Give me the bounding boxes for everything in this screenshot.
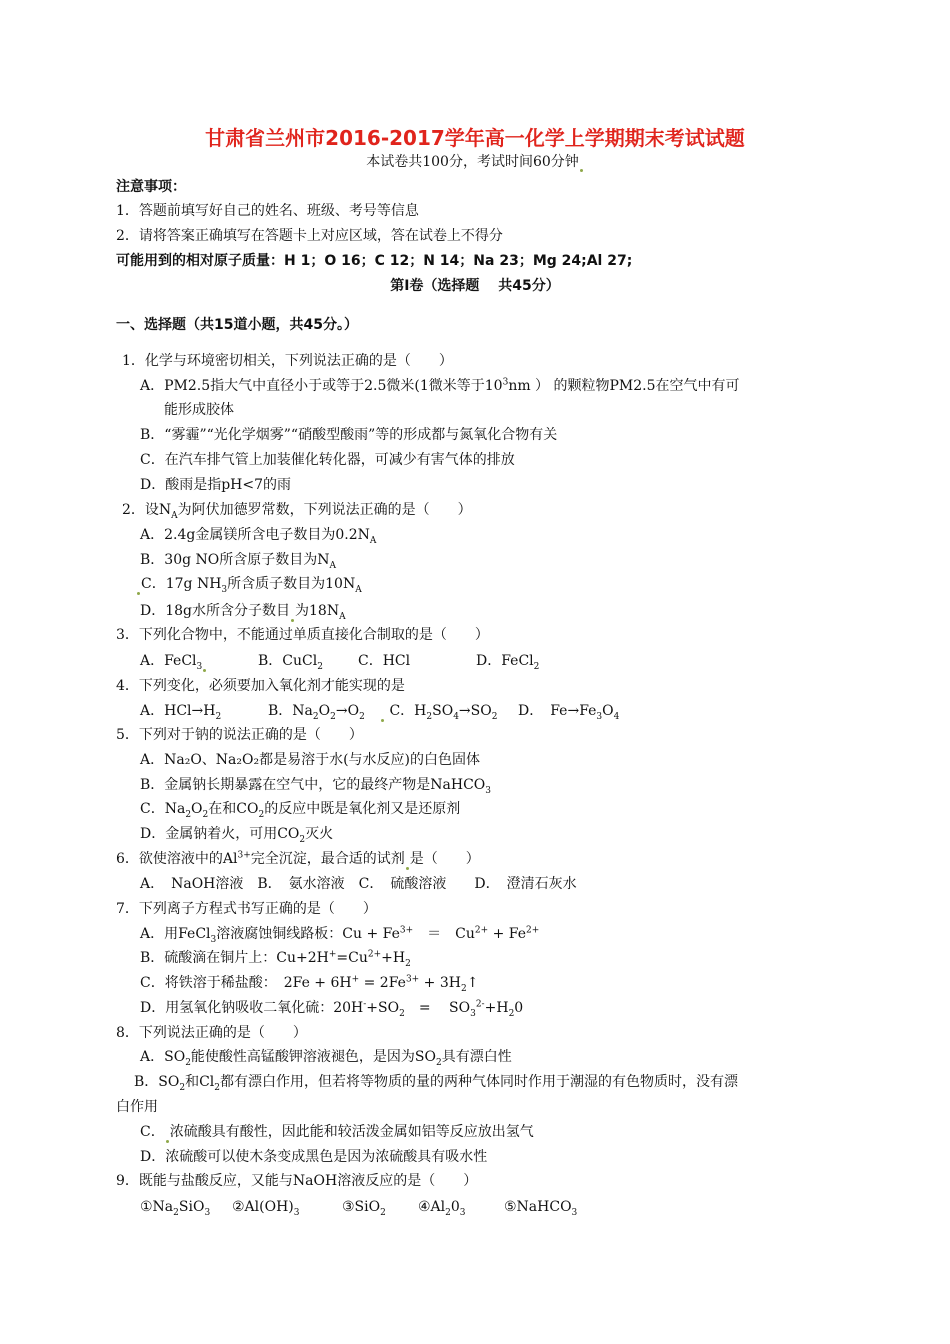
question-2-stem: 2．设$N_A$为阿伏加德罗常数，下列说法正确的是（ ） [122, 502, 472, 521]
question-6-stem: 6．欲使溶液中的$Al^{3+}$完全沉淀，最合适的试剂 是（ ） [116, 848, 480, 870]
question-5-stem: 5．下列对于钠的说法正确的是（ ） [116, 727, 363, 743]
question-9-options: $①Na_2SiO_3$ $②Al(OH)_3$ ③SiO$_2$ $④Al_20_3$ ⑤NaHCO$_3$ [140, 1199, 578, 1218]
question-1-option-c: C．在汽车排气管上加装催化转化器，可减少有害气体的排放 [140, 452, 515, 468]
question-1-option-a-cont: 能形成胶体 [164, 402, 234, 418]
question-3-stem: 3．下列化合物中，不能通过单质直接化合制取的是（ ） [116, 627, 489, 643]
part1-heading: 第Ⅰ卷（选择题 共45分） [390, 278, 560, 294]
question-2-option-b: B．30g NO所含原子数目为$N_A$ [140, 552, 336, 571]
question-8-stem: 8．下列说法正确的是（ ） [116, 1025, 307, 1041]
question-3-options: A．FeCl$_3$ B．CuCl$_2$ C．HCl D．FeCl$_2$ [140, 653, 540, 672]
question-8-option-c: C． 浓硫酸具有酸性，因此能和较活泼金属如铝等反应放出氢气 [140, 1121, 534, 1143]
question-8-option-b-cont: 白作用 [116, 1099, 158, 1115]
question-2-option-a: A．2.4g金属镁所含电子数目为$0.2N_A$ [140, 527, 377, 546]
atomic-masses: 可能用到的相对原子质量：H 1；O 16；C 12；N 14；Na 23；Mg 24;Al 27; [116, 253, 633, 269]
question-1-option-b: B．“雾霾”“光化学烟雾”“硝酸型酸雨”等的形成都与氮氧化合物有关 [140, 427, 558, 443]
note-item-2: 2．请将答案正确填写在答题卡上对应区域，答在试卷上不得分 [116, 228, 503, 244]
question-6-options: A． NaOH溶液 B． 氨水溶液 C． 硫酸溶液 D． 澄清石灰水 [140, 876, 577, 892]
note-item-1: 1．答题前填写好自己的姓名、班级、考号等信息 [116, 203, 419, 219]
question-5-option-b: B．金属钠长期暴露在空气中，它的最终产物是NaHCO$_3$ [140, 777, 492, 796]
question-8-option-b: B．$SO_2$和$Cl_2$都有漂白作用，但若将等物质的量的两种气体同时作用于潮湿的有色物质时，没有漂 [134, 1074, 739, 1093]
exam-title: 甘肃省兰州市2016-2017学年高一化学上学期期末考试试题 [205, 126, 745, 150]
question-7-stem: 7．下列离子方程式书写正确的是（ ） [116, 901, 377, 917]
question-9-stem: 9．既能与盐酸反应，又能与NaOH溶液反应的是（ ） [116, 1173, 478, 1189]
question-1-stem: 1．化学与环境密切相关，下列说法正确的是（ ） [122, 353, 453, 369]
question-5-option-d: D．金属钠着火，可用$CO_2$灭火 [140, 826, 334, 845]
question-1-option-a: A．PM2.5指大气中直径小于或等于2.5微米(1微米等于$10^3nm$ ） 的颗粒物PM2.5在空气中有可 [140, 377, 740, 394]
question-4-options: A．$HCl\to H_2$ B．$Na_2O_2\to O_2$ C．$H_2SO_4\to SO_2$ D． $Fe\to Fe_3O_4$ [140, 703, 620, 722]
section-heading: 一、选择题（共15道小题，共45分。） [116, 317, 358, 333]
question-2-option-d: D．18g水所含分子数目 为$18N_A$ [140, 603, 346, 622]
question-4-stem: 4．下列变化，必须要加入氧化剂才能实现的是 [116, 678, 405, 694]
question-8-option-a: A．$SO_2$能使酸性高锰酸钾溶液褪色，是因为$SO_2$具有漂白性 [140, 1049, 512, 1068]
question-8-option-d: D．浓硫酸可以使木条变成黑色是因为浓硫酸具有吸水性 [140, 1149, 488, 1165]
question-2-option-c: C．17g $NH_3$所含质子数目为$10N_A$ [136, 573, 362, 595]
question-1-option-d: D．酸雨是指pH<7的雨 [140, 477, 292, 493]
question-7-option-b: B．硫酸滴在铜片上：$Cu+2H^+=Cu^{2+}+H_2$ [140, 949, 411, 969]
exam-subtitle: 本试卷共100分，考试时间60分钟 [0, 152, 950, 172]
question-7-option-c: C．将铁溶于稀盐酸： $2Fe + 6H^+ = 2Fe^{3+}$ + $3H_2↑$ [140, 974, 479, 994]
question-7-option-a: A．用FeCl$_3$溶液腐蚀铜线路板：$Cu + Fe^{3+}$ ＝ $Cu^{2+} + Fe^{2+}$ [140, 925, 540, 945]
question-5-option-a: A．Na₂O、Na₂O₂都是易溶于水(与水反应)的白色固体 [140, 752, 481, 768]
question-5-option-c: C．$Na_2O_2$在和$CO_2$的反应中既是氧化剂又是还原剂 [140, 801, 461, 820]
question-7-option-d: D．用氢氧化钠吸收二氧化硫：$20H^-+SO_2$ = $SO_3^{2-}+H_20$ [140, 999, 524, 1019]
notes-heading: 注意事项： [116, 179, 186, 195]
